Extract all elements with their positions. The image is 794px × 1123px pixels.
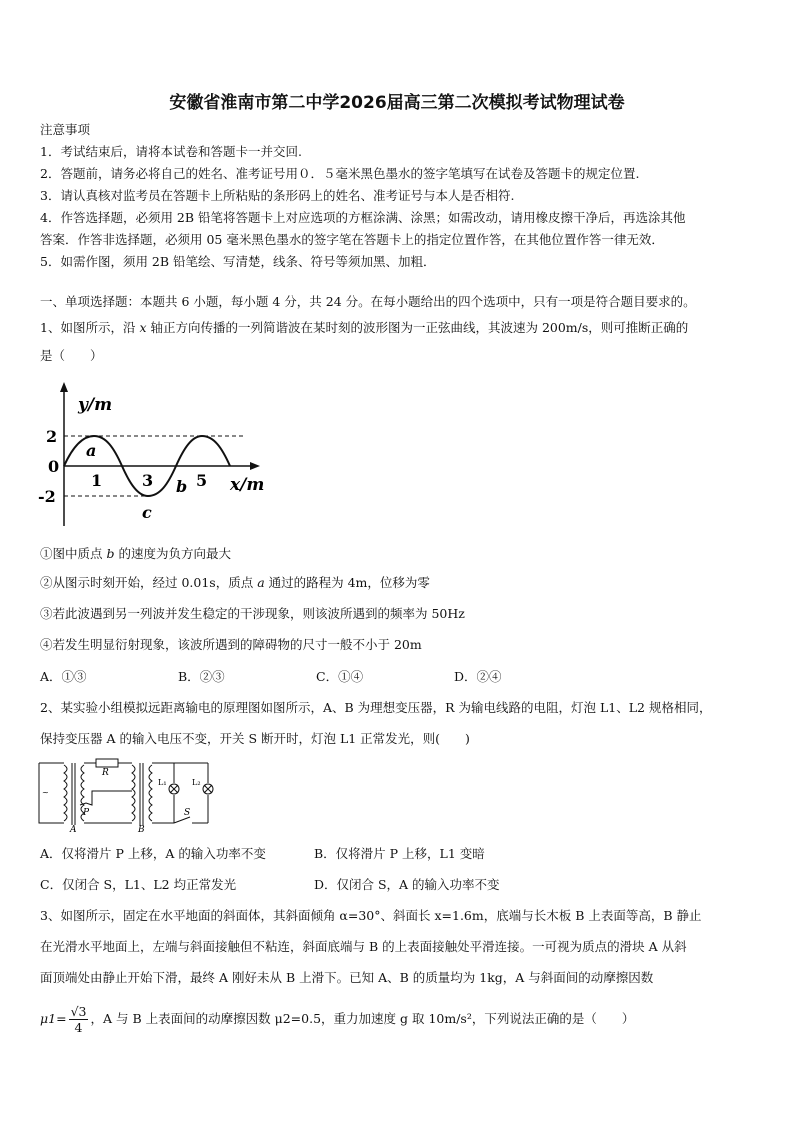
q2-option-a: A．仅将滑片 P 上移，A 的输入功率不变 (40, 846, 266, 861)
notice-heading: 注意事项 (40, 122, 91, 137)
q3-stem-cont: 在光滑水平地面上，左端与斜面接触但不粘连，斜面底端与 B 的上表面接触处平滑连接。一可视为质点的滑块 A 从斜 (40, 939, 687, 954)
transformer-a-label: A (70, 825, 77, 833)
notice-item: 2．答题前，请务必将自己的姓名、准考证号用０．５毫米黑色墨水的签字笔填写在试卷及答题卡的规定位置. (40, 166, 640, 181)
circuit-diagram (34, 755, 224, 833)
q1-statement: ③若此波遇到另一列波并发生稳定的干涉现象，则该波所遇到的频率为 50Hz (40, 606, 465, 621)
notice-item: 答案．作答非选择题，必须用 05 毫米黑色墨水的签字笔在答题卡上的指定位置作答，在其他位置作答一律无效． (40, 232, 664, 247)
y-tick: 0 (48, 457, 60, 476)
q1-option-a: A．①③ (40, 669, 87, 684)
wave-graph (34, 378, 264, 528)
resistor-label: R (102, 768, 109, 778)
transformer-b-label: B (138, 825, 145, 833)
notice-item: 1．考试结束后，请将本试卷和答题卡一并交回. (40, 144, 302, 159)
x-tick: 5 (196, 471, 208, 490)
q1-statement: ②从图示时刻开始，经过 0.01s，质点 a 通过的路程为 4m，位移为零 (40, 575, 430, 590)
x-axis-label: x/m (230, 475, 264, 495)
slider-label: P (83, 808, 90, 818)
q1-stem-cont: 是（ ） (40, 348, 103, 363)
q1-statement: ④若发生明显衍射现象，该波所遇到的障碍物的尺寸一般不小于 20m (40, 637, 422, 652)
point-c-label: c (142, 503, 152, 522)
q2-stem-cont: 保持变压器 A 的输入电压不变，开关 S 断开时，灯泡 L1 正常发光，则( ) (40, 731, 470, 746)
x-tick: 1 (91, 471, 103, 490)
q2-stem: 2、某实验小组模拟远距离输电的原理图如图所示，A、B 为理想变压器，R 为输电线路的电阻，灯泡 L1、L2 规格相同， (40, 700, 712, 715)
notice-item: 5．如需作图，须用 2B 铅笔绘、写清楚，线条、符号等须加黑、加粗． (40, 254, 436, 269)
y-tick: 2 (46, 427, 58, 446)
q1-option-c: C．①④ (316, 669, 364, 684)
page-title: 安徽省淮南市第二中学2026届高三第二次模拟考试物理试卷 (169, 93, 625, 113)
q3-stem: 3、如图所示，固定在水平地面的斜面体，其斜面倾角 α=30°、斜面长 x=1.6m，底端与长木板 B 上表面等高，B 静止 (40, 908, 702, 923)
sqrt3-over-4-fraction: $\frac{√3}{4}$ (70, 1004, 87, 1035)
x-tick: 3 (142, 471, 154, 490)
switch-label: S (184, 808, 191, 818)
q1-stem: 1、如图所示，沿 x 轴正方向传播的一列简谐波在某时刻的波形图为一正弦曲线，其波速为 200m/s，则可推断正确的 (40, 320, 689, 335)
q3-stem-last: μ1= $\frac{√3}{4}$ ，A 与 B 上表面间的动摩擦因数 μ2=0.5，重力加速度 g 取 10m/s²，下列说法正确的是（ ） (40, 1004, 635, 1035)
y-tick: -2 (38, 487, 56, 506)
q1-statement: ①图中质点 b 的速度为负方向最大 (40, 546, 231, 561)
q1-option-b: B．②③ (178, 669, 225, 684)
y-axis-label: y/m (78, 395, 113, 415)
notice-item: 4．作答选择题，必须用 2B 铅笔将答题卡上对应选项的方框涂满、涂黑；如需改动，请用橡皮擦干净后，再选涂其他 (40, 210, 686, 225)
svg-text:~: ~ (42, 788, 49, 797)
lamp-l2-label: L₂ (192, 778, 201, 787)
point-b-label: b (176, 477, 188, 496)
q2-option-b: B．仅将滑片 P 上移，L1 变暗 (314, 846, 485, 861)
lamp-l1-label: L₁ (158, 778, 167, 787)
q1-option-d: D．②④ (454, 669, 502, 684)
section-heading: 一、单项选择题：本题共 6 小题，每小题 4 分，共 24 分。在每小题给出的四个选项中，只有一项是符合题目要求的。 (40, 294, 696, 309)
notice-item: 3．请认真核对监考员在答题卡上所粘贴的条形码上的姓名、准考证号与本人是否相符. (40, 188, 515, 203)
point-a-label: a (86, 441, 97, 460)
q3-stem-cont: 面顶端处由静止开始下滑，最终 A 刚好未从 B 上滑下。已知 A、B 的质量均为 1kg，A 与斜面间的动摩擦因数 (40, 970, 654, 985)
q2-option-d: D．仅闭合 S，A 的输入功率不变 (314, 877, 500, 892)
q2-option-c: C．仅闭合 S，L1、L2 均正常发光 (40, 877, 237, 892)
